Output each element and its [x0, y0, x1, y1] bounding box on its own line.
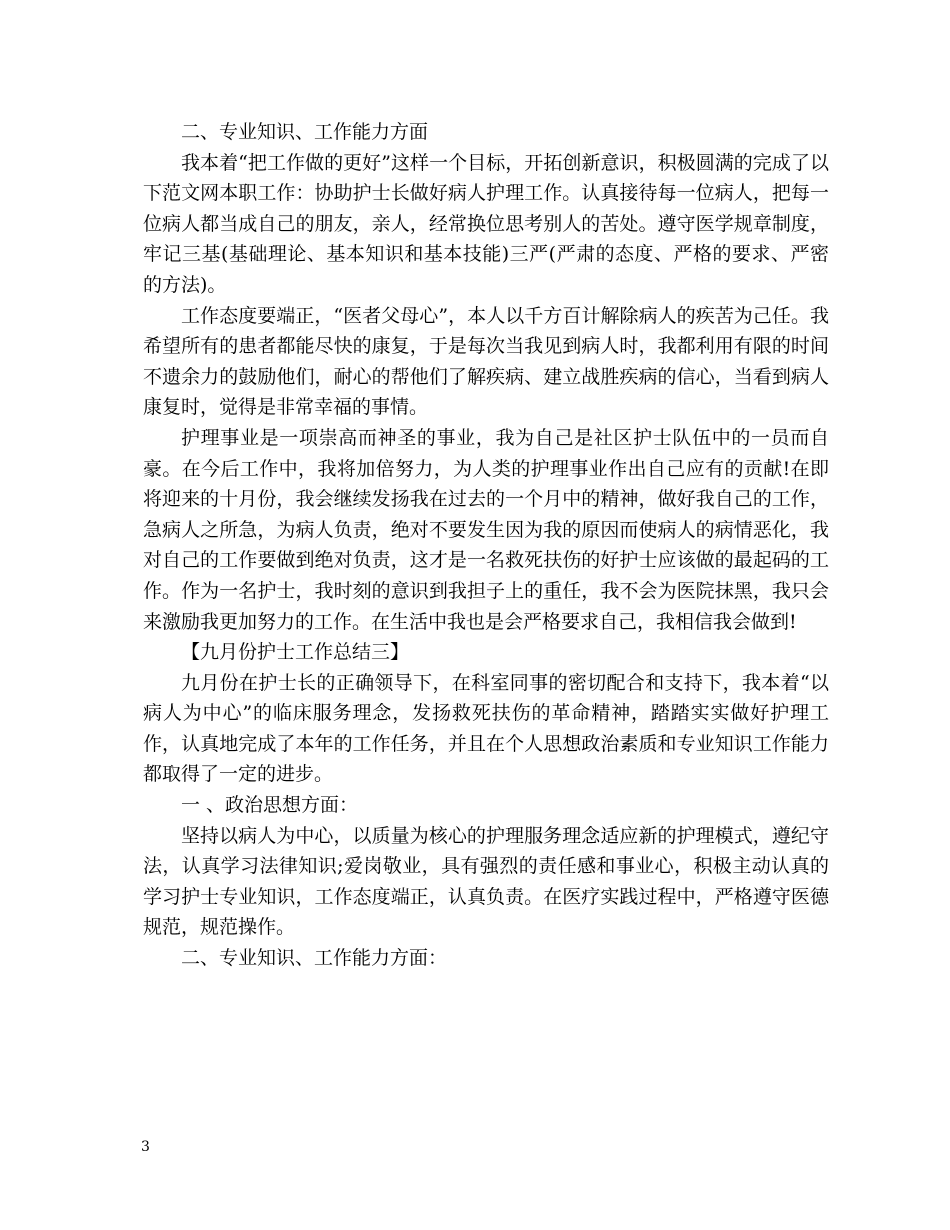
section-heading: 二、专业知识、工作能力方面 [181, 121, 429, 143]
paragraph: 护理事业是一项崇高而神圣的事业，我为自己是社区护士队伍中的一员而自豪。在今后工作中，我将加倍努力，为人类的护理事业作出自己应有的贡献!在即将迎来的十月份，我会继续发扬我在过去的一个月中的精神，做好我自己的工作，急病人之所急，为病人负责，绝对不要发生因为我的原因而使病人的病情恶化，我对自己的工作要做到绝对负责，这才是一名救死扶伤的好护士应该做的最起码的工作。作为一名护士，我时刻的意识到我担子上的重任，我不会为医院抹黑，我只会来激励我更加努力的工作。在生活中我也是会严格要求自己，我相信我会做到! [143, 426, 829, 633]
paragraph: 坚持以病人为中心，以质量为核心的护理服务理念适应新的护理模式，遵纪守法，认真学习法律知识;爱岗敬业，具有强烈的责任感和事业心，积极主动认真的学习护士专业知识，工作态度端正，认真负责。在医疗实践过程中，严格遵守医德规范，规范操作。 [143, 824, 829, 939]
section-heading: 二、专业知识、工作能力方面： [181, 947, 448, 970]
section-heading: 【九月份护士工作总结三】 [181, 641, 410, 664]
body-text [143, 117, 829, 974]
page-number: 3 [141, 1139, 150, 1155]
paragraph: 工作态度要端正，“医者父母心”，本人以千方百计解除病人的疾苦为己任。我希望所有的患者都能尽快的康复，于是每次当我见到病人时，我都利用有限的时间不遗余力的鼓励他们，耐心的帮他们了解疾病、建立战胜疾病的信心，当看到病人康复时，觉得是非常幸福的事情。 [143, 304, 829, 419]
paragraph: 我本着“把工作做的更好”这样一个目标，开拓创新意识，积极圆满的完成了以下范文网本职工作：协助护士长做好病人护理工作。认真接待每一位病人，把每一位病人都当成自己的朋友，亲人，经常换位思考别人的苦处。遵守医学规章制度，牢记三基(基础理论、基本知识和基本技能)三严(严肃的态度、严格的要求、严密的方法)。 [143, 151, 829, 296]
section-heading: 一 、政治思想方面： [181, 794, 359, 817]
paragraph: 九月份在护士长的正确领导下，在科室同事的密切配合和支持下，我本着“以病人为中心”的临床服务理念，发扬救死扶伤的革命精神，踏踏实实做好护理工作，认真地完成了本年的工作任务，并且在个人思想政治素质和专业知识工作能力都取得了一定的进步。 [143, 671, 829, 786]
